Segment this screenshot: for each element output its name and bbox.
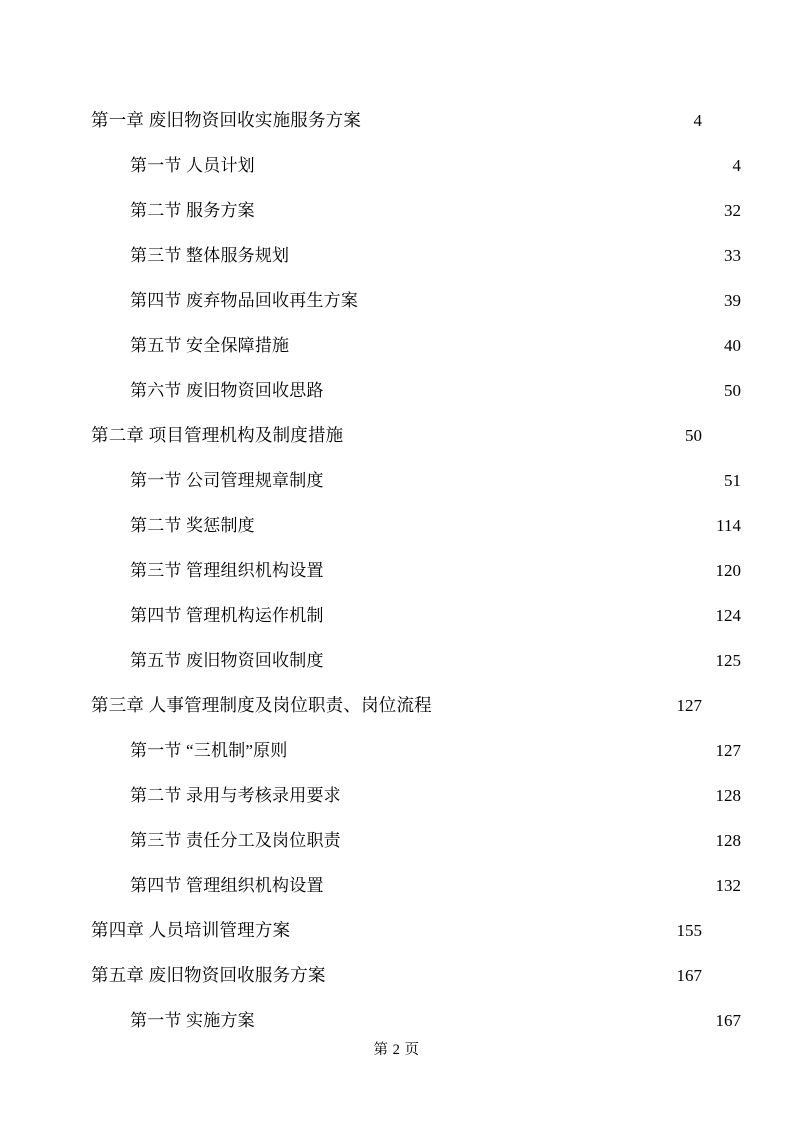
toc-entry-page-number: 51 [724, 471, 741, 490]
toc-entry[interactable] [91, 953, 702, 998]
toc-entry-page-number: 132 [715, 876, 741, 895]
toc-dot-leader [342, 829, 714, 847]
toc-entry-page-number: 50 [685, 426, 702, 445]
toc-entry[interactable] [91, 278, 741, 323]
toc-entry-page-number: 39 [724, 291, 741, 310]
toc-entry[interactable] [91, 368, 741, 413]
toc-entry-page-number: 167 [676, 966, 702, 985]
toc-entry-title: 第六节 废旧物资回收思路 [130, 381, 324, 400]
toc-entry-page-number: 32 [724, 201, 741, 220]
toc-entry-page-number: 120 [715, 561, 741, 580]
toc-entry-page-number: 155 [676, 921, 702, 940]
toc-entry[interactable] [91, 548, 741, 593]
toc-entry-page-number: 167 [715, 1011, 741, 1030]
toc-dot-leader [291, 919, 674, 937]
toc-entry-title: 第一节 人员计划 [130, 156, 255, 175]
table-of-contents [91, 98, 741, 1043]
toc-dot-leader [327, 964, 675, 982]
toc-dot-leader [433, 694, 675, 712]
toc-dot-leader [362, 109, 691, 127]
toc-entry[interactable] [91, 98, 702, 143]
toc-dot-leader [359, 289, 722, 307]
toc-entry[interactable] [91, 233, 741, 278]
toc-dot-leader [256, 199, 722, 217]
toc-entry-title: 第一节 “三机制”原则 [130, 741, 288, 760]
toc-entry-title: 第五节 安全保障措施 [130, 336, 290, 355]
toc-dot-leader [290, 244, 722, 262]
toc-entry[interactable] [91, 728, 741, 773]
toc-entry-title: 第二章 项目管理机构及制度措施 [91, 425, 344, 445]
toc-entry-title: 第五章 废旧物资回收服务方案 [91, 965, 326, 985]
toc-entry-page-number: 4 [732, 156, 741, 175]
toc-entry[interactable] [91, 908, 702, 953]
toc-entry[interactable] [91, 638, 741, 683]
toc-dot-leader [325, 874, 714, 892]
toc-entry-page-number: 125 [715, 651, 741, 670]
toc-entry-title: 第二节 服务方案 [130, 201, 255, 220]
toc-entry-page-number: 128 [715, 786, 741, 805]
toc-entry-title: 第三节 整体服务规划 [130, 246, 290, 265]
toc-entry-title: 第四节 管理组织机构设置 [130, 876, 324, 895]
toc-entry-page-number: 4 [693, 111, 702, 130]
toc-entry[interactable] [91, 458, 741, 503]
toc-entry-page-number: 114 [716, 516, 741, 535]
toc-dot-leader [342, 784, 714, 802]
toc-entry-title: 第三章 人事管理制度及岗位职责、岗位流程 [91, 695, 432, 715]
toc-dot-leader [325, 604, 714, 622]
toc-entry-title: 第一章 废旧物资回收实施服务方案 [91, 110, 362, 130]
toc-dot-leader [325, 379, 722, 397]
toc-entry-page-number: 50 [724, 381, 741, 400]
page-footer: 第 2 页 [373, 1042, 420, 1058]
toc-entry[interactable] [91, 683, 702, 728]
toc-entry-title: 第二节 录用与考核录用要求 [130, 786, 341, 805]
toc-entry-title: 第三节 责任分工及岗位职责 [130, 831, 341, 850]
toc-entry[interactable] [91, 593, 741, 638]
toc-dot-leader [256, 154, 731, 172]
toc-dot-leader [256, 514, 714, 532]
toc-entry-page-number: 127 [715, 741, 741, 760]
toc-entry-page-number: 33 [724, 246, 741, 265]
toc-entry-title: 第四节 管理机构运作机制 [130, 606, 324, 625]
toc-entry-page-number: 127 [676, 696, 702, 715]
toc-entry[interactable] [91, 188, 741, 233]
toc-entry-page-number: 40 [724, 336, 741, 355]
toc-entry-title: 第三节 管理组织机构设置 [130, 561, 324, 580]
toc-entry[interactable] [91, 818, 741, 863]
toc-dot-leader [290, 334, 722, 352]
toc-entry-title: 第四章 人员培训管理方案 [91, 920, 291, 940]
toc-dot-leader [289, 739, 714, 757]
toc-entry-title: 第一节 实施方案 [130, 1011, 255, 1030]
toc-entry-title: 第四节 废弃物品回收再生方案 [130, 291, 359, 310]
toc-dot-leader [256, 1009, 714, 1027]
toc-entry[interactable] [91, 323, 741, 368]
toc-dot-leader [325, 559, 714, 577]
toc-entry[interactable] [91, 998, 741, 1043]
toc-entry[interactable] [91, 143, 741, 188]
toc-entry-page-number: 128 [715, 831, 741, 850]
toc-entry-page-number: 124 [715, 606, 741, 625]
toc-entry-title: 第二节 奖惩制度 [130, 516, 255, 535]
toc-dot-leader [325, 649, 714, 667]
toc-entry[interactable] [91, 503, 741, 548]
toc-dot-leader [344, 424, 683, 442]
toc-entry[interactable] [91, 773, 741, 818]
toc-entry-title: 第一节 公司管理规章制度 [130, 471, 324, 490]
toc-dot-leader [325, 469, 722, 487]
toc-entry-title: 第五节 废旧物资回收制度 [130, 651, 324, 670]
toc-entry[interactable] [91, 413, 702, 458]
toc-entry[interactable] [91, 863, 741, 908]
